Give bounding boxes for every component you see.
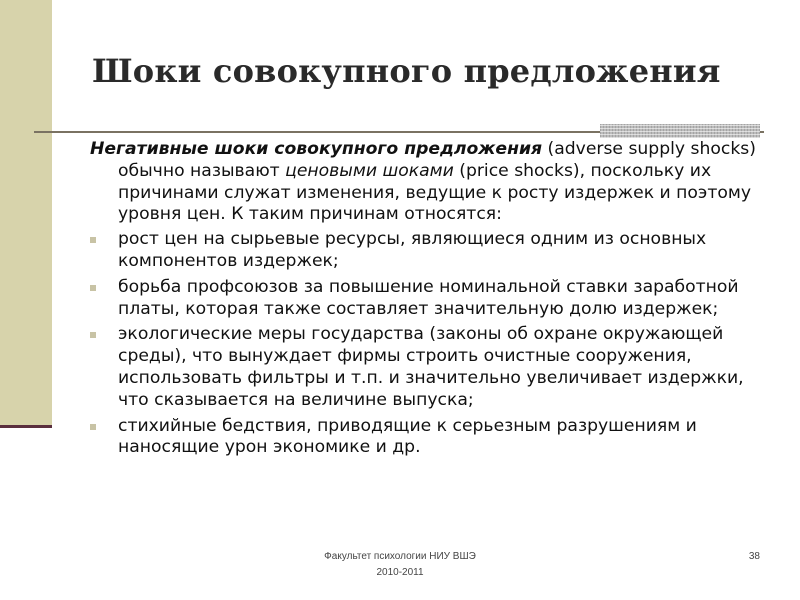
bullet-text: стихийные бедствия, приводящие к серьезным разрушениям и наносящие урон экономике и др. — [118, 415, 697, 458]
footer-line-2: 2010-2011 — [376, 567, 424, 578]
intro-text-2: (price shocks), поскольку их причинами служат изменения, ведущие к росту издержек и поэтому уровня цен. К таким причинам относятся: — [118, 160, 752, 225]
slide-footer — [300, 549, 500, 581]
bullet-item — [90, 229, 770, 273]
bullet-text: рост цен на сырьевые ресурсы, являющиеся одним из основных компонентов издержек; — [118, 229, 707, 271]
intro-paragraph — [90, 139, 770, 226]
bullet-text: борьба профсоюзов за повышение номинальной ставки заработной платы, которая также составляет значительную долю издержек; — [118, 276, 739, 319]
title-accent-box — [600, 124, 760, 138]
square-bullet-icon — [90, 285, 96, 291]
square-bullet-icon — [90, 424, 96, 430]
bullet-item — [90, 277, 770, 321]
slide-title: Шоки совокупного предложения — [92, 52, 721, 90]
page-number: 38 — [748, 551, 760, 562]
footer-line-1: Факультет психологии НИУ ВШЭ — [324, 551, 476, 562]
side-band-line — [0, 425, 52, 428]
square-bullet-icon — [90, 332, 96, 338]
intro-term: Негативные шоки совокупного предложения — [90, 139, 543, 159]
intro-text-1: (adverse supply shocks) обычно называют — [118, 139, 756, 181]
bullet-item — [90, 324, 770, 411]
slide-content — [90, 139, 770, 463]
bullet-text: экологические меры государства (законы об охране окружающей среды), что вынуждает фирмы строить очистные сооружения, использовать фильтры и т.п. и значительно увеличивает издержки, что сказывается на величине выпуска; — [118, 324, 744, 410]
side-band — [0, 0, 52, 427]
square-bullet-icon — [90, 237, 96, 243]
bullet-item — [90, 416, 770, 460]
intro-emphasis: ценовыми шоками — [285, 160, 454, 181]
bullet-list — [90, 229, 770, 459]
